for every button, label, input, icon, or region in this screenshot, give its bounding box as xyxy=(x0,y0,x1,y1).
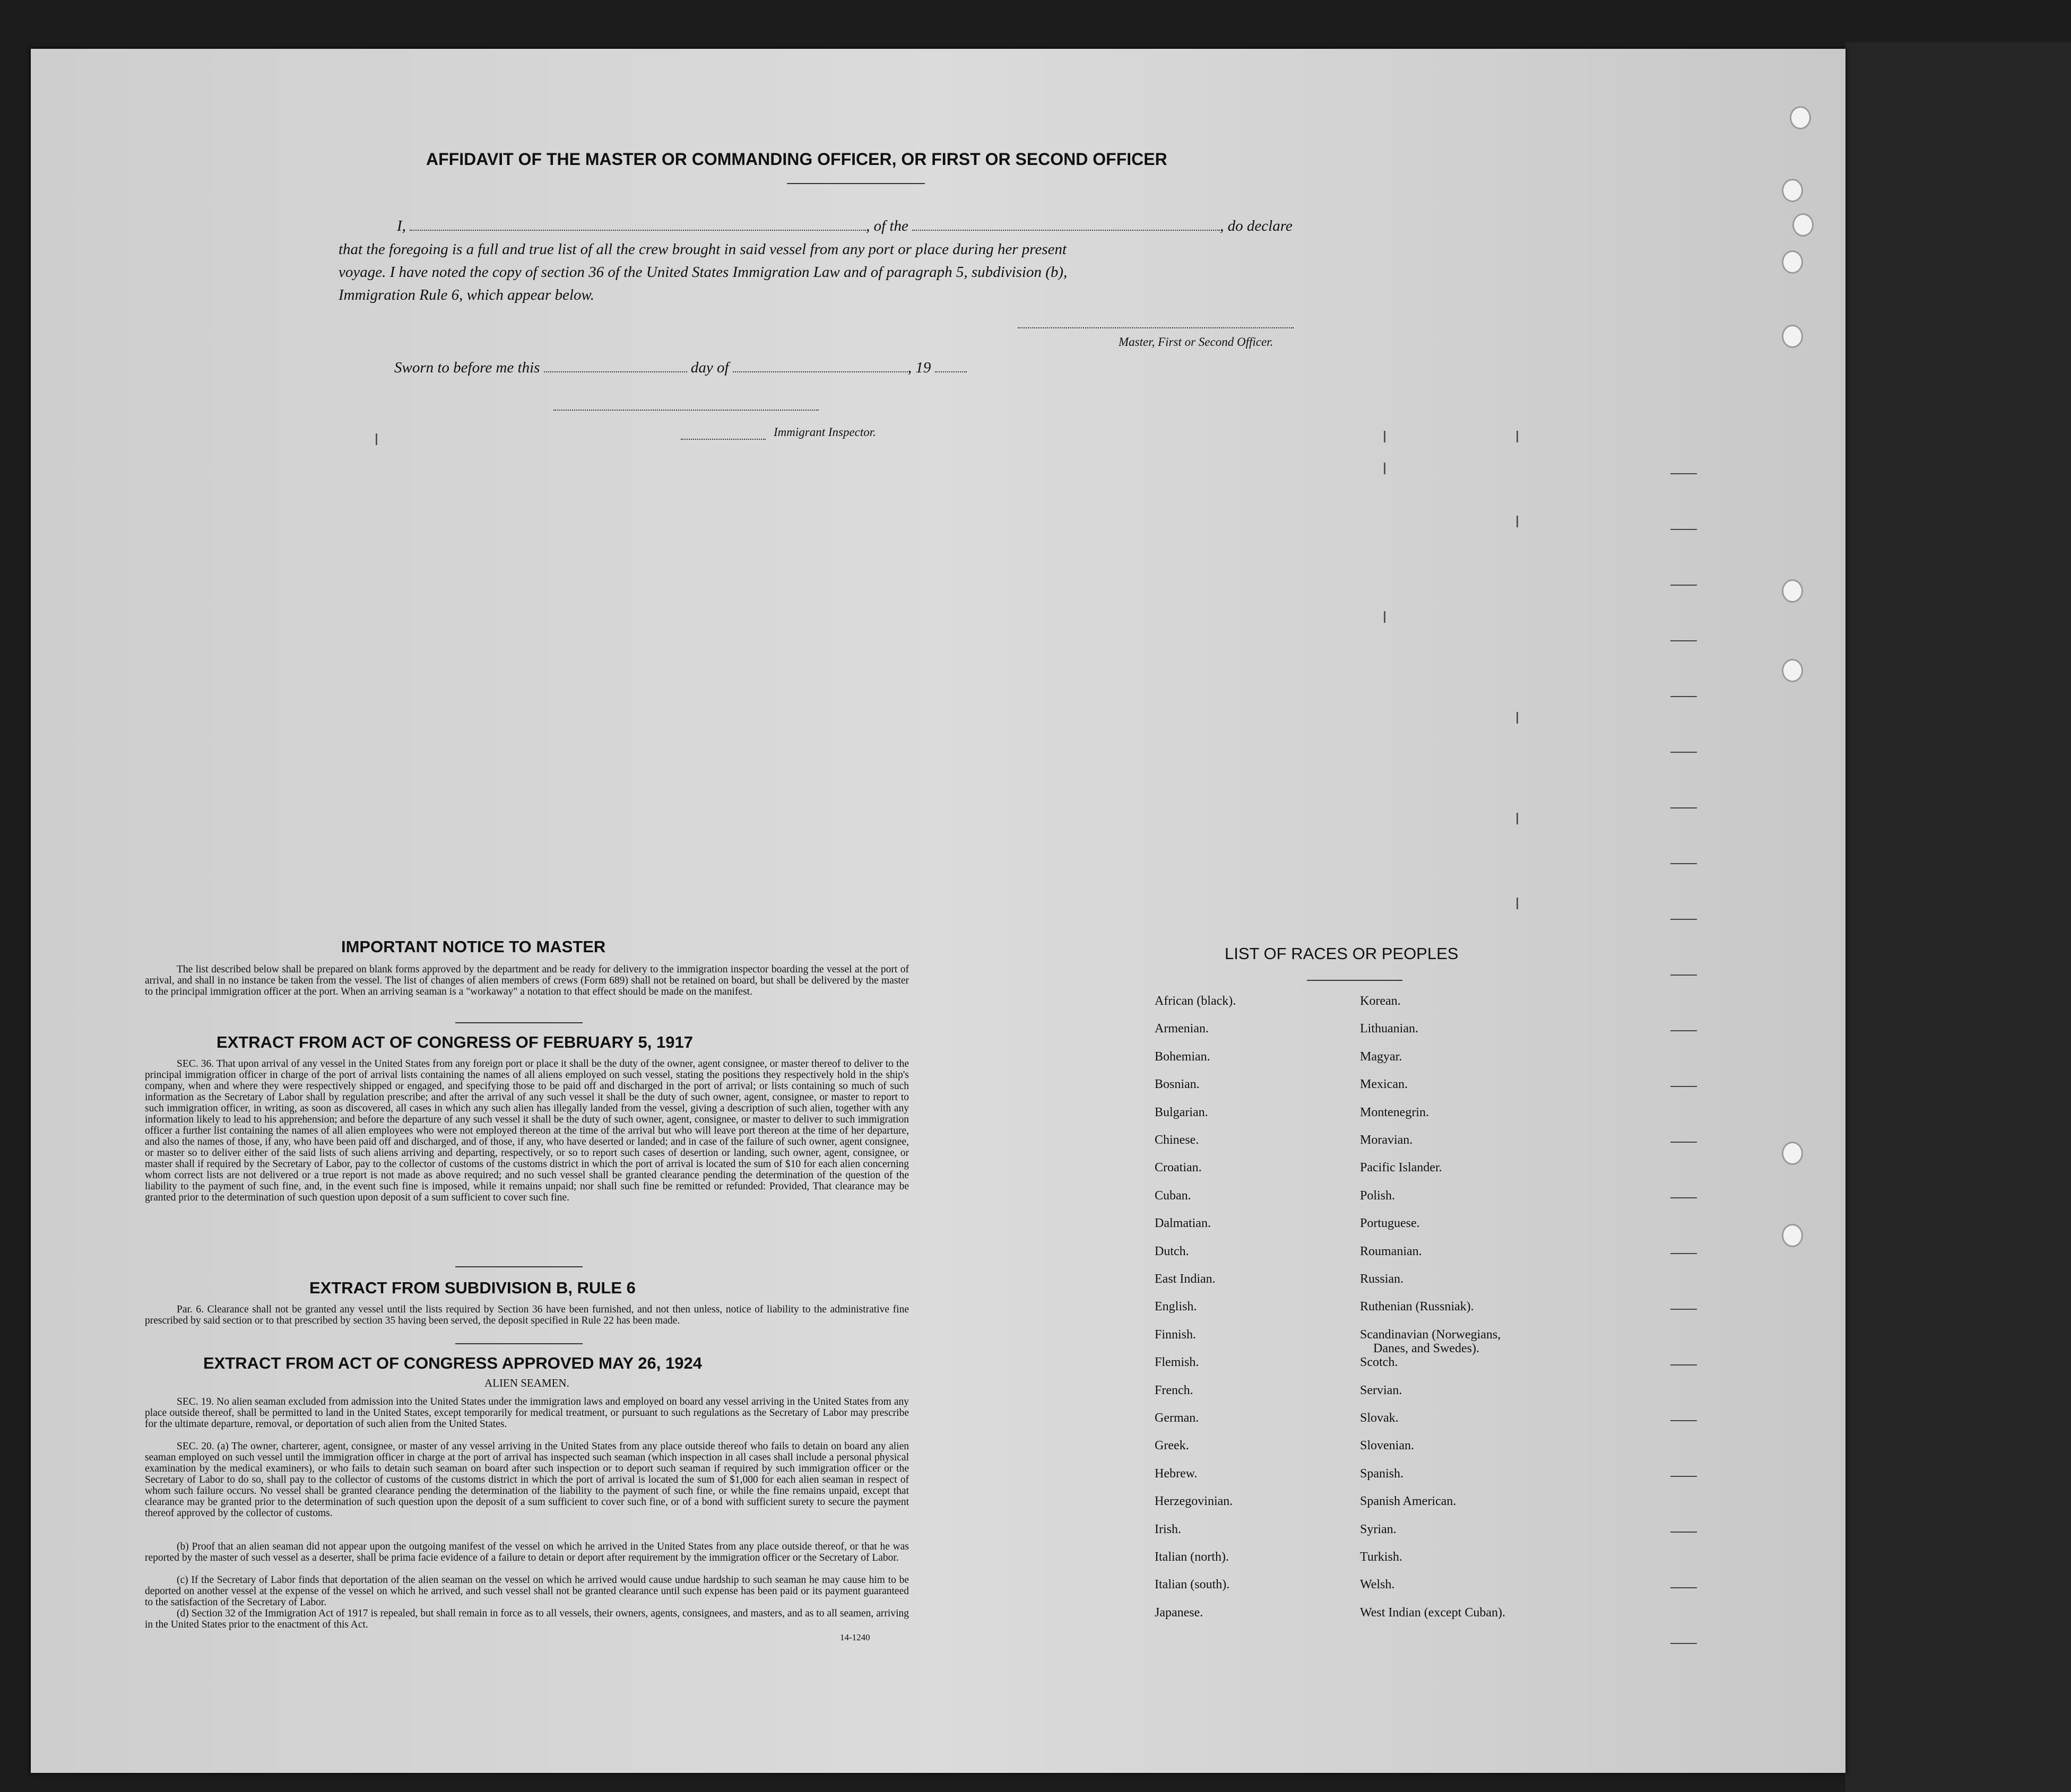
race-item: French. xyxy=(1155,1383,1193,1397)
sworn-month-blank xyxy=(733,371,908,372)
punch-hole xyxy=(1782,1224,1803,1247)
extract-1924-sec20d: (d) Section 32 of the Immigration Act of 1917 is repealed, but shall remain in force as to all vessels, their owners, agents, consignees, and masters, and as to all seamen, arriving in the United States prior to the enactment of this Act. xyxy=(145,1608,909,1630)
race-item: Mexican. xyxy=(1360,1077,1408,1092)
race-item: Irish. xyxy=(1155,1522,1181,1536)
race-item: Slovak. xyxy=(1360,1411,1399,1425)
punch-hole xyxy=(1782,659,1803,682)
bleed-through-mark xyxy=(1670,473,1697,474)
form-number: 14-1240 xyxy=(840,1632,870,1642)
affidavit-line-3: voyage. I have noted the copy of section 36 of the United States Immigration Law and of paragraph 5, subdivision (b), xyxy=(339,264,1068,281)
bleed-through-mark xyxy=(1670,1532,1697,1533)
bleed-through-mark xyxy=(1670,529,1697,530)
punch-hole xyxy=(1782,1142,1803,1165)
race-item: Pacific Islander. xyxy=(1360,1161,1442,1175)
bleed-through-mark xyxy=(376,433,377,445)
bleed-through-mark xyxy=(1670,1309,1697,1310)
bleed-through-mark xyxy=(1670,975,1697,976)
race-item: Moravian. xyxy=(1360,1133,1413,1147)
bleed-through-mark xyxy=(1670,807,1697,808)
race-item: Armenian. xyxy=(1155,1022,1209,1036)
race-item: Portuguese. xyxy=(1360,1216,1420,1231)
race-item: Italian (south). xyxy=(1155,1578,1230,1592)
sworn-label: Sworn to before me this xyxy=(394,359,540,376)
extract-1917-title: EXTRACT FROM ACT OF CONGRESS OF FEBRUARY 5, 1917 xyxy=(216,1033,693,1051)
race-item: Japanese. xyxy=(1155,1605,1203,1620)
document-page xyxy=(31,49,1845,1773)
race-item: African (black). xyxy=(1155,994,1236,1008)
race-item: Flemish. xyxy=(1155,1355,1199,1370)
race-item: Roumanian. xyxy=(1360,1244,1422,1258)
race-item: East Indian. xyxy=(1155,1272,1216,1286)
race-item: Spanish. xyxy=(1360,1466,1404,1481)
extract-1924-title: EXTRACT FROM ACT OF CONGRESS APPROVED MAY 26, 1924 xyxy=(203,1354,702,1372)
race-item: West Indian (except Cuban). xyxy=(1360,1605,1505,1620)
races-title: LIST OF RACES OR PEOPLES xyxy=(1225,944,1459,963)
inspector-signature-blank xyxy=(553,410,819,411)
race-item: Korean. xyxy=(1360,994,1401,1008)
vessel-name-blank xyxy=(912,230,1220,231)
affidavit-line-4: Immigration Rule 6, which appear below. xyxy=(339,286,594,303)
race-item: Syrian. xyxy=(1360,1522,1397,1536)
affidavit-line-2: that the foregoing is a full and true list of all the crew brought in said vessel from any port or place during her present xyxy=(339,241,1067,258)
race-item: Bulgarian. xyxy=(1155,1105,1208,1119)
year-label: , 19 xyxy=(907,359,931,376)
extract-rule6-title: EXTRACT FROM SUBDIVISION B, RULE 6 xyxy=(309,1278,636,1297)
race-item: Italian (north). xyxy=(1155,1550,1229,1564)
punch-hole xyxy=(1792,213,1814,237)
race-item: Lithuanian. xyxy=(1360,1022,1418,1036)
section-rule xyxy=(455,1022,583,1023)
races-title-rule xyxy=(1307,980,1402,981)
race-item: Croatian. xyxy=(1155,1161,1202,1175)
race-item: English. xyxy=(1155,1300,1197,1314)
race-item: German. xyxy=(1155,1411,1199,1425)
race-item: Russian. xyxy=(1360,1272,1404,1286)
vessel-label: , of the xyxy=(866,218,908,234)
race-item: Polish. xyxy=(1360,1188,1396,1203)
race-item: Ruthenian (Russniak). xyxy=(1360,1300,1474,1314)
bleed-through-mark xyxy=(1670,1364,1697,1365)
sworn-year-blank xyxy=(935,371,967,372)
bleed-through-mark xyxy=(1670,1253,1697,1254)
extract-1924-sec20c: (c) If the Secretary of Labor finds that deportation of the alien seaman on the vessel on which he arrived would cause undue hardship to such seaman he may cause him to be deported on another vessel at the expense of the vessel on which he arrived, and such vessel shall not be granted clearance until such expense has been paid or its payment guaranteed to the satisfaction of the Secretary of Labor. xyxy=(145,1574,909,1608)
notice-title: IMPORTANT NOTICE TO MASTER xyxy=(341,937,606,956)
race-item: Greek. xyxy=(1155,1439,1189,1453)
punch-hole xyxy=(1782,579,1803,603)
race-item: Bohemian. xyxy=(1155,1049,1210,1064)
bleed-through-mark xyxy=(1670,640,1697,641)
affidavit-line-1 xyxy=(397,218,1368,235)
bleed-through-mark xyxy=(1670,1420,1697,1421)
race-item: Turkish. xyxy=(1360,1550,1402,1564)
race-item: Montenegrin. xyxy=(1360,1105,1429,1119)
race-item: Herzegovinian. xyxy=(1155,1494,1233,1509)
bleed-through-mark xyxy=(1517,516,1518,527)
race-item: Magyar. xyxy=(1360,1049,1402,1064)
race-item: Danes, and Swedes). xyxy=(1373,1341,1479,1355)
film-edge xyxy=(1845,42,2071,1792)
punch-hole xyxy=(1790,106,1811,129)
extract-rule6-body: Par. 6. Clearance shall not be granted any vessel until the lists required by Section 36 have been furnished, and not then unless, notice of liability to the administrative fine prescribed by said section or to that prescribed by section 35 having been served, the deposit specified in Rule 22 has been made. xyxy=(145,1304,909,1326)
race-item: Servian. xyxy=(1360,1383,1402,1397)
extract-1917-body: SEC. 36. That upon arrival of any vessel in the United States from any foreign port or place it shall be the duty of the owner, agent consignee, or master thereof to deliver to the principal immigration officer in charge of the port of arrival lists containing the names of all aliens employed on such vessel, stating the positions they respectively hold in the ship's company, when and where they were respectively shipped or engaged, and specifying those to be paid off and discharged in the port of arrival; or lists containing so much of such information as the Secretary of Labor shall by regulation prescribe; and after the arrival of any such vessel it shall be the duty of such owner, agent, consignee, or master to report to such immigration officer, in writing, as soon as discovered, all cases in which any such alien has illegally landed from the vessel, giving a description of such alien, together with any information likely to lead to his apprehension; and before the departure of any such vessel it shall be the duty of such owner, agent, consignee, or master to deliver to such immigration officer a further list containing the names of all alien employees who were not employed thereon at the time of the arrival but who will leave port thereon at the time of her departure, and also the names of those, if any, who have been paid off and discharged, and of those, if any, who have deserted or landed; and in case of the failure of such owner, agent consignee, or master so to deliver either of the said lists of such aliens arriving and departing, respectively, or so to report such cases of desertion or landing, such owner, agent, consignee, or master shall if required by the Secretary of Labor, pay to the collector of customs of the customs district in which the port of arrival is located the sum of $10 for each alien concerning whom correct lists are not delivered or a true report is not made as above required; and no such vessel shall be granted clearance pending the determination of the question of the liability to the payment of such fine, and, in the event such fine is imposed, while it remains unpaid; nor shall such fine be remitted or refunded: Provided, That clearance may be granted prior to the determination of such question upon deposit of a sum sufficient to cover such fine. xyxy=(145,1058,909,1203)
section-rule xyxy=(455,1266,583,1267)
notice-body: The list described below shall be prepared on blank forms approved by the department and be ready for delivery to the immigration inspector boarding the vessel at the port of arrival, and shall in no instance be taken from the vessel. The list of changes of alien members of crews (Form 689) shall not be retained on board, but shall be delivered by the master to the principal immigration officer at the port. When an arriving seaman is a "workaway" a notation to that effect should be made on the manifest. xyxy=(145,964,909,997)
bleed-through-mark xyxy=(1517,712,1518,724)
bleed-through-mark xyxy=(1384,463,1385,474)
race-item: Welsh. xyxy=(1360,1578,1395,1592)
race-item: Dutch. xyxy=(1155,1244,1189,1258)
race-item: Spanish American. xyxy=(1360,1494,1457,1509)
punch-hole xyxy=(1782,250,1803,274)
extract-1924-subtitle: ALIEN SEAMEN. xyxy=(484,1377,569,1389)
bleed-through-mark xyxy=(1670,919,1697,920)
sworn-line xyxy=(394,359,967,377)
sworn-day-blank xyxy=(544,371,687,372)
bleed-through-mark xyxy=(1670,1197,1697,1198)
bleed-through-mark xyxy=(1670,585,1697,586)
race-item: Chinese. xyxy=(1155,1133,1199,1147)
bleed-through-mark xyxy=(1670,863,1697,864)
bleed-through-mark xyxy=(1670,696,1697,697)
bleed-through-mark xyxy=(1517,431,1518,442)
race-item: Bosnian. xyxy=(1155,1077,1200,1092)
bleed-through-mark xyxy=(1670,1476,1697,1477)
inspector-label: Immigrant Inspector. xyxy=(774,425,876,439)
day-of-label: day of xyxy=(690,359,729,376)
bleed-through-mark xyxy=(1670,1587,1697,1588)
bleed-through-mark xyxy=(1517,813,1518,824)
race-item: Hebrew. xyxy=(1155,1466,1198,1481)
bleed-through-mark xyxy=(1670,752,1697,753)
extract-1924-sec20b: (b) Proof that an alien seaman did not appear upon the outgoing manifest of the vessel on which he arrived in the United States from any place outside thereof, or that he was reported by the master of such vessel as a deserter, shall be prima facie evidence of a failure to detain or deport after requirement by the immigration officer or the Secretary of Labor. xyxy=(145,1541,909,1563)
section-rule xyxy=(455,1343,583,1344)
race-item: Slovenian. xyxy=(1360,1439,1414,1453)
extract-1924-sec19: SEC. 19. No alien seaman excluded from admission into the United States under the immigration laws and employed on board any vessel arriving in the United States from any place outside thereof, shall be permitted to land in the United States, except temporarily for medical treatment, or pursuant to such regulations as the Secretary of Labor may prescribe for the ultimate departure, removal, or deportation of such alien from the United States. xyxy=(145,1396,909,1430)
bleed-through-mark xyxy=(1670,1142,1697,1143)
bleed-through-mark xyxy=(1384,611,1385,623)
declare-label: , do declare xyxy=(1220,218,1293,234)
race-item: Scotch. xyxy=(1360,1355,1398,1370)
master-signature-blank xyxy=(1018,327,1294,328)
bleed-through-mark xyxy=(1670,1030,1697,1031)
punch-hole xyxy=(1782,179,1803,202)
bleed-through-mark xyxy=(1670,1086,1697,1087)
declarant-label: I, xyxy=(397,218,406,234)
inspector-signature-blank-short xyxy=(681,439,766,440)
bleed-through-mark xyxy=(1670,1643,1697,1644)
bleed-through-mark xyxy=(1384,431,1385,442)
bleed-through-mark xyxy=(1517,898,1518,909)
race-item: Dalmatian. xyxy=(1155,1216,1211,1231)
race-item: Finnish. xyxy=(1155,1327,1197,1342)
punch-hole xyxy=(1782,325,1803,348)
declarant-name-blank xyxy=(410,230,866,231)
master-signature-label: Master, First or Second Officer. xyxy=(1119,335,1273,349)
race-item: Scandinavian (Norwegians, xyxy=(1360,1327,1501,1342)
extract-1924-sec20a: SEC. 20. (a) The owner, charterer, agent, consignee, or master of any vessel arriving in the United States from any place outside thereof who fails to detain on board any alien seaman employed on such vessel until the immigration officer in charge at the port of arrival has inspected such seaman (which inspection in all cases shall include a personal physical examination by the medical examiners), or who fails to detain such seaman on board after such inspection or to deport such seaman if required by such immigration officer or the Secretary of Labor to do so, shall pay to the collector of customs of the customs district in which the port of arrival is located the sum of $1,000 for each alien seaman in respect of whom such failure occurs. No vessel shall be granted clearance pending the determination of the liability to the payment of such fine, or while the fine remains unpaid, except that clearance may be granted prior to the determination of such question upon the deposit of a sum sufficient to cover such fine, or of a bond with sufficient surety to secure the payment thereof approved by the collector of customs. xyxy=(145,1441,909,1519)
affidavit-title: AFFIDAVIT OF THE MASTER OR COMMANDING OFFICER, OR FIRST OR SECOND OFFICER xyxy=(426,150,1167,169)
title-rule xyxy=(787,183,925,184)
race-item: Cuban. xyxy=(1155,1188,1191,1203)
